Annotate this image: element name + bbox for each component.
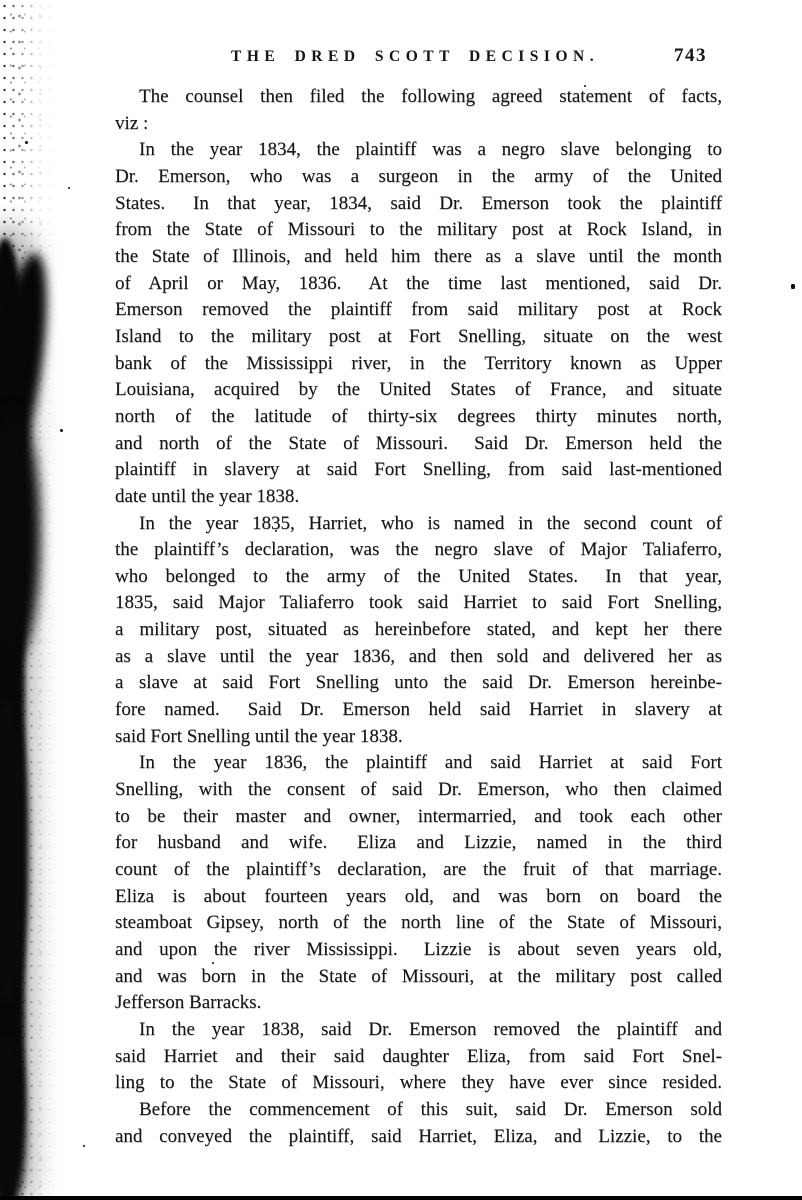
scan-speck <box>791 284 795 289</box>
text-line: viz : <box>115 112 149 134</box>
text-line: as a slave until the year 1836, and then sold and delivered her as <box>115 645 722 667</box>
running-title: THE DRED SCOTT DECISION. <box>231 48 600 65</box>
text-line: from the State of Missouri to the military post at Rock Island, in <box>115 219 722 241</box>
text-line: In the year 1836, the plaintiff and said Harriet at said Fort <box>139 752 722 774</box>
text-line: count of the plaintiff’s declaration, are the fruit of that marriage. <box>115 859 722 881</box>
text-line: bank of the Mississippi river, in the Territory known as Upper <box>115 352 722 374</box>
scan-speck <box>25 141 28 144</box>
paragraph-5 <box>115 1017 722 1097</box>
text-line: said Fort Snelling until the year 1838. <box>115 725 403 747</box>
scan-speck <box>68 187 70 189</box>
scan-speck <box>83 1145 85 1147</box>
scan-bottom-edge <box>0 1196 802 1200</box>
text-line: The counsel then filed the following agreed statement of facts, <box>139 86 722 107</box>
text-line: the plaintiff’s declaration, was the negro slave of Major Taliaferro, <box>115 539 722 561</box>
text-line: steamboat Gipsey, north of the north line of the State of Missouri, <box>115 912 722 934</box>
paragraph-2 <box>115 137 722 510</box>
text-line: of April or May, 1836. At the time last mentioned, said Dr. <box>115 272 722 294</box>
text-line: date until the year 1838. <box>115 485 300 507</box>
text-line: and north of the State of Missouri. Said Dr. Emerson held the <box>115 432 722 454</box>
text-line: In the year 1834, the plaintiff was a negro slave belonging to <box>139 139 722 161</box>
text-line: plaintiff in slavery at said Fort Snelling, from said last-mentioned <box>115 459 722 481</box>
text-line: Emerson removed the plaintiff from said military post at Rock <box>115 299 722 321</box>
text-line: In the year 1835, Harriet, who is named in the second count of <box>139 512 722 534</box>
page-number: 743 <box>674 45 707 66</box>
text-line: Island to the military post at Fort Snelling, situate on the west <box>115 325 722 347</box>
paragraph-3 <box>115 511 722 751</box>
text-line: for husband and wife. Eliza and Lizzie, named in the third <box>115 832 722 854</box>
text-line: States. In that year, 1834, said Dr. Emerson took the plaintiff <box>115 192 722 214</box>
text-line: a military post, situated as hereinbefore stated, and kept her there <box>115 619 722 641</box>
text-line: In the year 1838, said Dr. Emerson removed the plaintiff and <box>139 1018 722 1040</box>
page-header <box>115 45 722 69</box>
text-line: Before the commencement of this suit, said Dr. Emerson sold <box>139 1098 722 1120</box>
text-line: who belonged to the army of the United States. In that year, <box>115 565 722 587</box>
text-line: said Harriet and their said daughter Eliza, from said Fort Snel- <box>115 1045 722 1067</box>
text-line: 1835, said Major Taliaferro took said Harriet to said Fort Snelling, <box>115 592 722 614</box>
text-line: Eliza is about fourteen years old, and was born on board the <box>115 885 722 907</box>
text-line: Louisiana, acquired by the United States of France, and situate <box>115 379 722 401</box>
text-line: and was born in the State of Missouri, at the military post called <box>115 965 722 987</box>
scan-speck <box>60 429 63 432</box>
text-line: a slave at said Fort Snelling unto the said Dr. Emerson hereinbe- <box>115 672 722 694</box>
page-body <box>115 84 722 1150</box>
text-line: Jefferson Barracks. <box>115 992 262 1014</box>
text-line: north of the latitude of thirty-six degrees thirty minutes north, <box>115 405 722 427</box>
text-line: ling to the State of Missouri, where they have ever since resided. <box>115 1072 722 1094</box>
paragraph-1 <box>115 84 722 137</box>
text-line: fore named. Said Dr. Emerson held said Harriet in slavery at <box>115 699 722 721</box>
text-line: Snelling, with the consent of said Dr. Emerson, who then claimed <box>115 779 722 801</box>
text-line: and conveyed the plaintiff, said Harriet, Eliza, and Lizzie, to the <box>115 1125 722 1147</box>
text-line: to be their master and owner, intermarried, and took each other <box>115 805 722 827</box>
text-line: Dr. Emerson, who was a surgeon in the army of the United <box>115 165 722 187</box>
paragraph-4 <box>115 750 722 1017</box>
text-line: the State of Illinois, and held him there as a slave until the month <box>115 245 722 267</box>
text-line: and upon the river Mississippi. Lizzie is about seven years old, <box>115 939 722 960</box>
paragraph-6 <box>115 1097 722 1150</box>
